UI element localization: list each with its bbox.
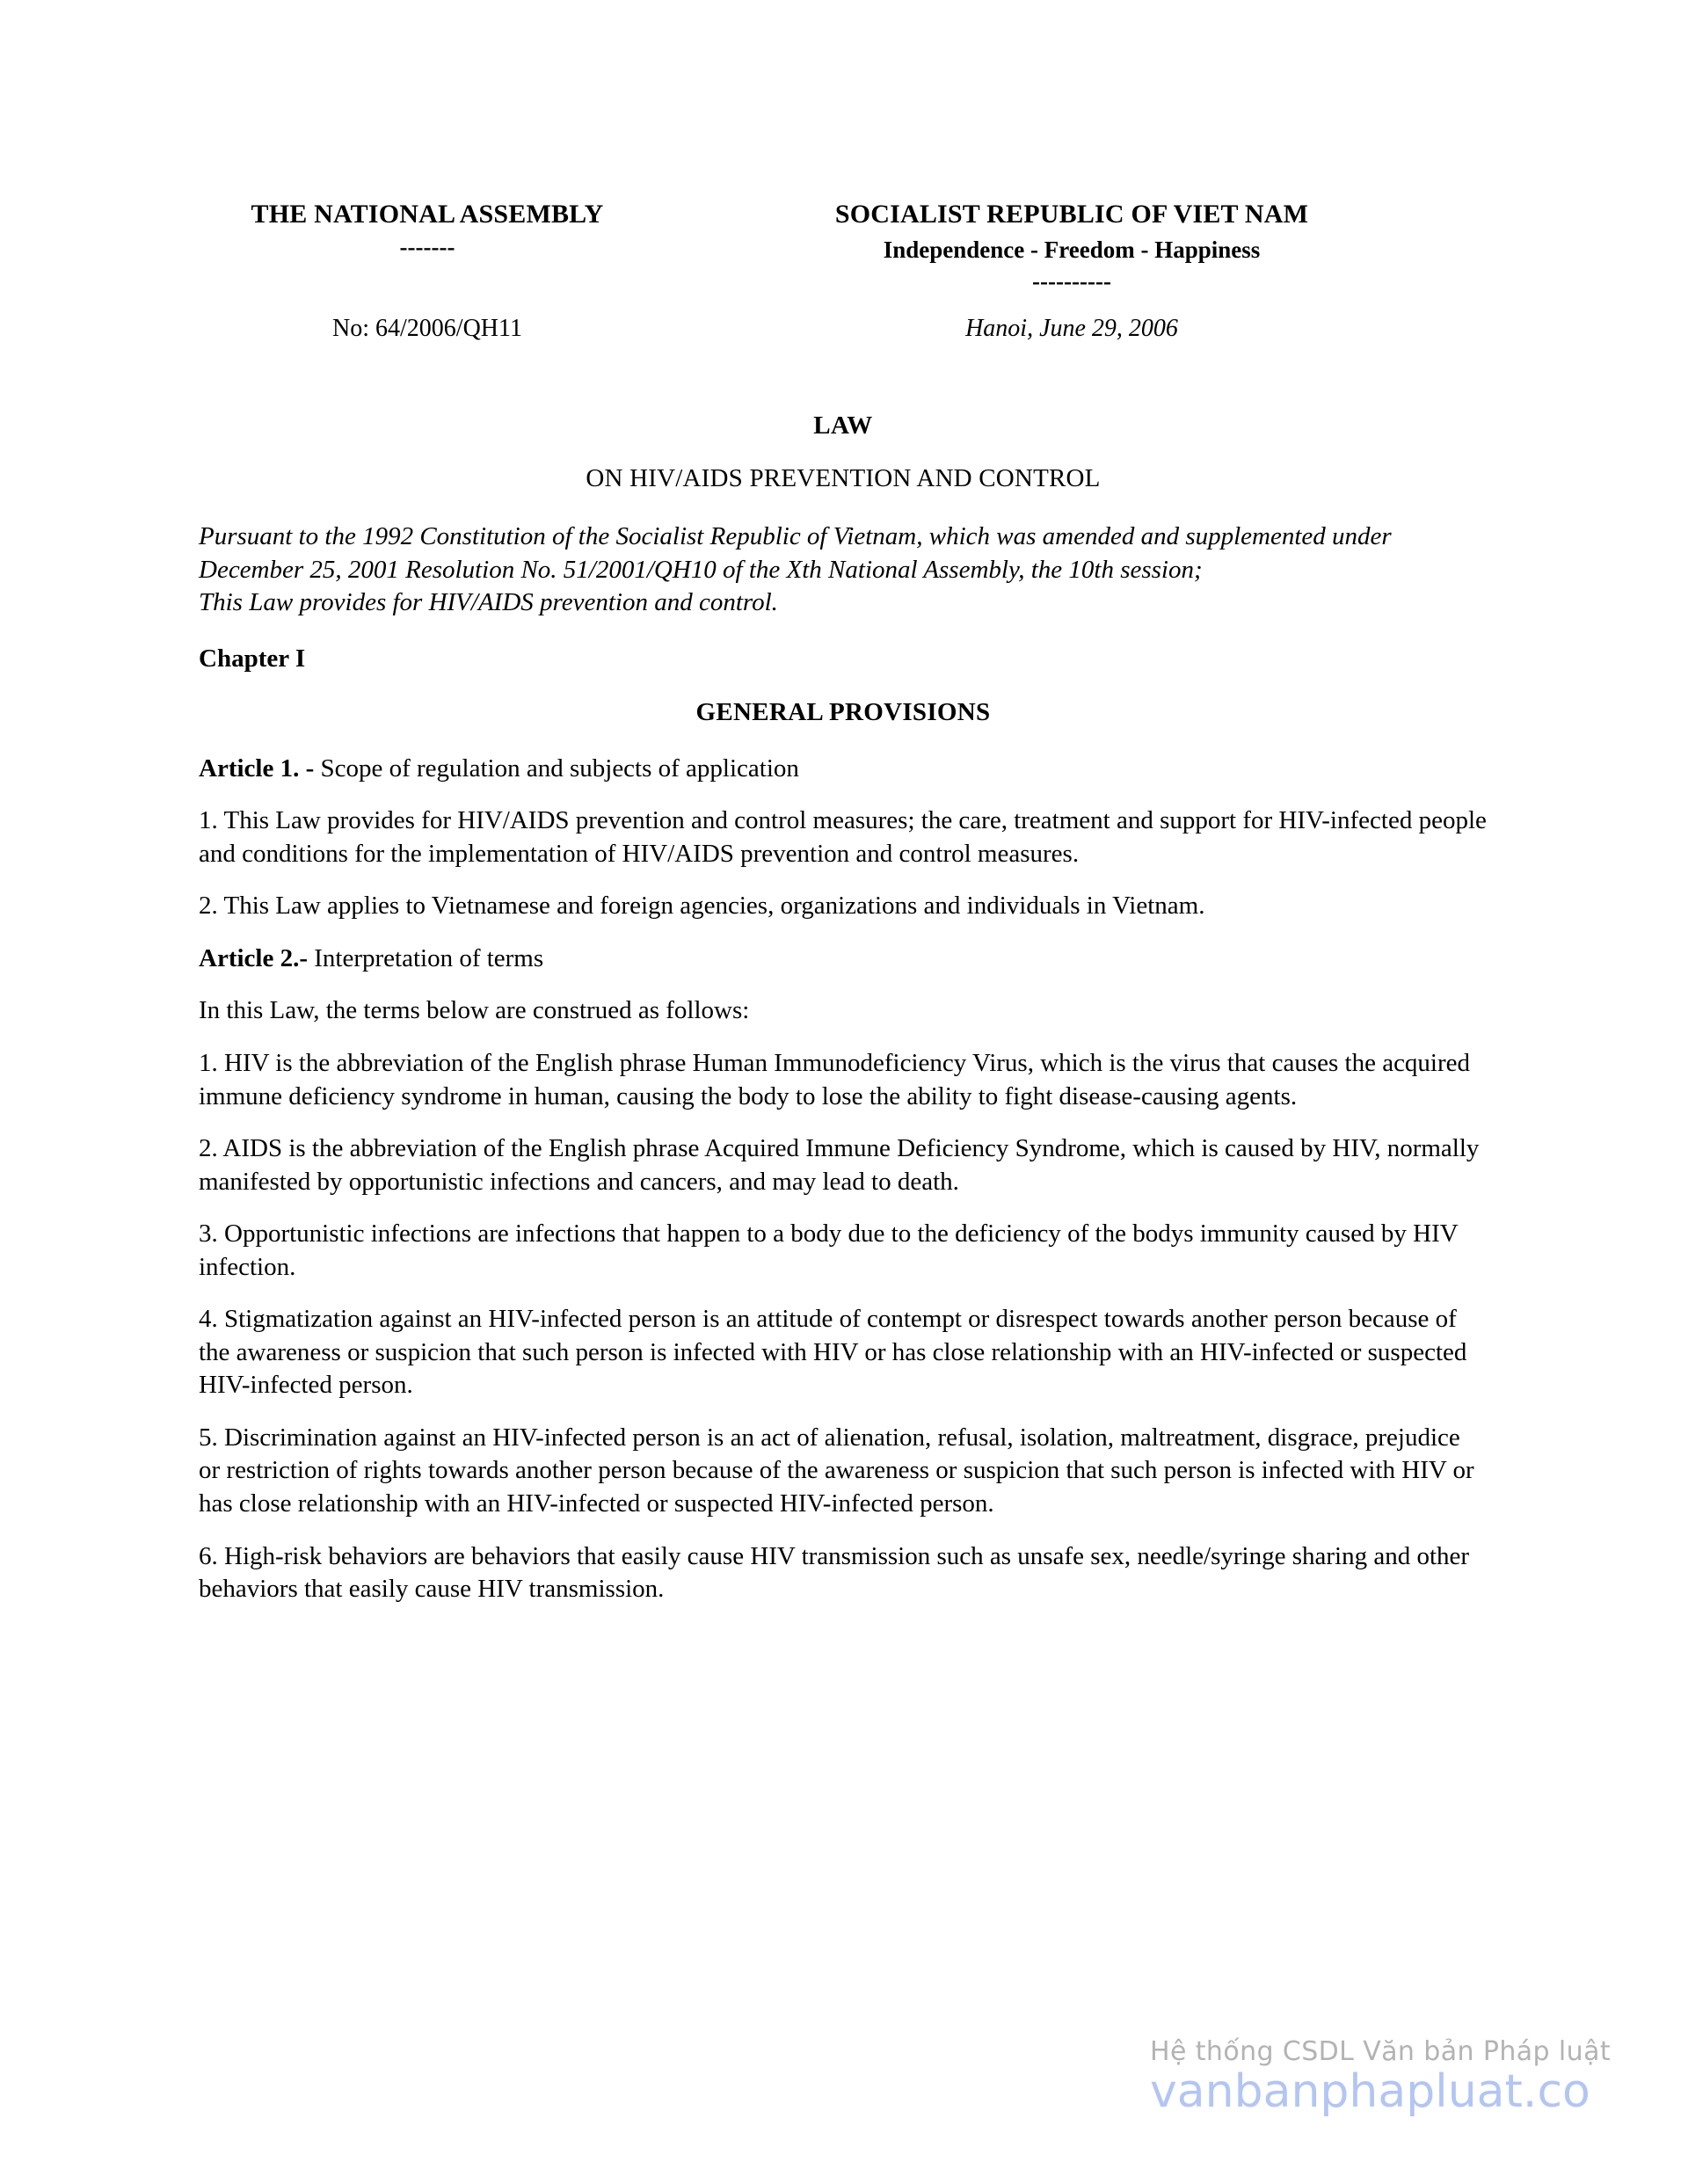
national-motto: Independence - Freedom - Happiness <box>883 236 1261 263</box>
country-name: SOCIALIST REPUBLIC OF VIET NAM <box>834 200 1309 229</box>
preamble-line-1: Pursuant to the 1992 Constitution of the Socialist Republic of Vietnam, which was amended and supplemented under December 25, 2001 Resolution No. 51/2001/QH10 of the Xth National Assembly, the 10th session; <box>199 522 1392 584</box>
issuing-body-name: THE NATIONAL ASSEMBLY <box>251 200 604 229</box>
article-1-paragraph: 1. This Law provides for HIV/AIDS prevention and control measures; the care, treatment and support for HIV-infected people and conditions for the implementation of HIV/AIDS prevention and control measures. <box>199 806 1487 868</box>
watermark-tagline: Hệ thống CSDL Văn bản Pháp luật <box>1150 2036 1612 2067</box>
document-body <box>199 521 1488 1626</box>
chapter-label: Chapter I <box>199 644 306 673</box>
article-2-paragraph: 5. Discrimination against an HIV-infected person is an act of alienation, refusal, isolation, maltreatment, disgrace, prejudice or restriction of rights towards another person because of the awareness or suspicion that such person is infected with HIV or has close relationship with an HIV-infected or suspected HIV-infected person. <box>199 1423 1474 1518</box>
masthead-national-heading <box>656 199 1488 297</box>
page-title-type: LAW <box>813 411 873 440</box>
article-title-1: Scope of regulation and subjects of application <box>314 753 799 783</box>
preamble <box>199 521 1488 620</box>
article-1-paragraph: 2. This Law applies to Vietnamese and foreign agencies, organizations and individuals in Vietnam. <box>199 892 1205 921</box>
country-rule: ---------- <box>1032 268 1111 295</box>
article-2-paragraph: 2. AIDS is the abbreviation of the English phrase Acquired Immune Deficiency Syndrome, which is caused by HIV, normally manifested by opportunistic infections and cancers, and may lead to death. <box>199 1134 1480 1196</box>
article-2-paragraph: 3. Opportunistic infections are infections that happen to a body due to the deficiency of the bodys immunity caused by HIV infection. <box>199 1219 1459 1281</box>
page-title-subject: ON HIV/AIDS PREVENTION AND CONTROL <box>586 464 1101 492</box>
article-number-2: Article 2.- <box>199 943 308 972</box>
issuing-body-rule: ------- <box>399 233 455 260</box>
watermark <box>1150 2036 1677 2118</box>
article-number-1: Article 1. - <box>199 753 315 783</box>
article-2-paragraph: 4. Stigmatization against an HIV-infected person is an attitude of contempt or disrespect towards another person because of the awareness or suspicion that such person is infected with HIV or has close relationship with an HIV-infected or suspected HIV-infected person. <box>199 1305 1467 1400</box>
article-2-paragraph: 1. HIV is the abbreviation of the English phrase Human Immunodeficiency Virus, which is the virus that causes the acquired immune deficiency syndrome in human, causing the body to lose the ability to fight disease-causing agents. <box>199 1049 1471 1110</box>
article-heading-1 <box>199 753 1488 786</box>
chapter-title: GENERAL PROVISIONS <box>695 698 991 727</box>
masthead <box>199 199 1488 297</box>
document-place-date: Hanoi, June 29, 2006 <box>965 315 1178 342</box>
document-reference-row <box>199 313 1488 345</box>
article-heading-2 <box>199 943 1488 976</box>
article-2-paragraph: In this Law, the terms below are construed as follows: <box>199 996 750 1025</box>
preamble-line-2: This Law provides for HIV/AIDS prevention and control. <box>199 588 778 617</box>
watermark-domain: vanbanphapluat.co <box>1150 2064 1590 2118</box>
document-number: No: 64/2006/QH11 <box>332 315 522 342</box>
masthead-issuing-body <box>199 199 656 262</box>
article-2-paragraph: 6. High-risk behaviors are behaviors that easily cause HIV transmission such as unsafe sex, needle/syringe sharing and other behaviors that easily cause HIV transmission. <box>199 1541 1470 1604</box>
article-title-2: Interpretation of terms <box>308 943 544 972</box>
